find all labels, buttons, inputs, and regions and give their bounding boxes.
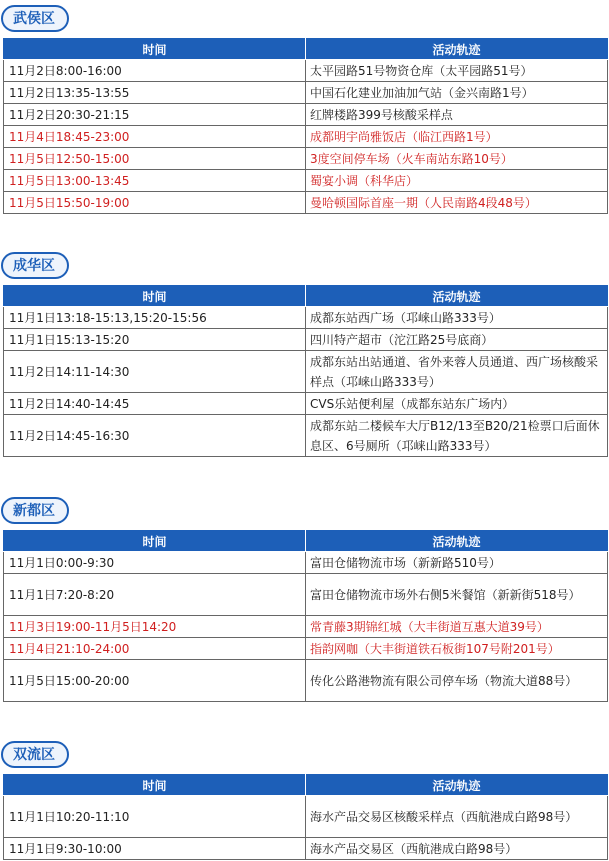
cell-place: 传化公路港物流有限公司停车场（物流大道88号） xyxy=(306,660,608,702)
header-place: 活动轨迹 xyxy=(306,286,608,307)
cell-time: 11月2日20:30-21:15 xyxy=(4,104,306,126)
table-header-row xyxy=(4,531,608,552)
cell-time: 11月1日0:00-9:30 xyxy=(4,552,306,574)
header-time: 时间 xyxy=(4,286,306,307)
trajectory-table xyxy=(3,285,608,457)
table-row xyxy=(4,60,608,82)
cell-place: 3度空间停车场（火车南站东路10号） xyxy=(306,148,608,170)
trajectory-table xyxy=(3,530,608,702)
table-row xyxy=(4,170,608,192)
table-header-row xyxy=(4,775,608,796)
cell-place: 红牌楼路399号核酸采样点 xyxy=(306,104,608,126)
cell-time: 11月1日9:30-10:00 xyxy=(4,838,306,860)
cell-time: 11月2日14:11-14:30 xyxy=(4,351,306,393)
cell-place: 成都东站出站通道、省外来蓉人员通道、西广场核酸采样点（邛崃山路333号） xyxy=(306,351,608,393)
cell-place: 成都明宇尚雅饭店（临江西路1号） xyxy=(306,126,608,148)
table-header-row xyxy=(4,286,608,307)
cell-time: 11月1日7:20-8:20 xyxy=(4,574,306,616)
district-badge: 武侯区 xyxy=(1,5,69,32)
header-time: 时间 xyxy=(4,531,306,552)
trajectory-table xyxy=(3,38,608,214)
table-row xyxy=(4,838,608,860)
table-row xyxy=(4,393,608,415)
cell-time: 11月2日13:35-13:55 xyxy=(4,82,306,104)
table-row xyxy=(4,351,608,393)
table-row xyxy=(4,126,608,148)
trajectory-table xyxy=(3,774,608,860)
cell-time: 11月5日15:00-20:00 xyxy=(4,660,306,702)
header-place: 活动轨迹 xyxy=(306,39,608,60)
cell-place: 指韵网咖（大丰街道铁石板街107号附201号） xyxy=(306,638,608,660)
table-row xyxy=(4,638,608,660)
header-place: 活动轨迹 xyxy=(306,775,608,796)
cell-time: 11月5日15:50-19:00 xyxy=(4,192,306,214)
table-row xyxy=(4,329,608,351)
cell-time: 11月1日10:20-11:10 xyxy=(4,796,306,838)
cell-place: 成都东站二楼候车大厅B12/13至B20/21检票口后面休息区、6号厕所（邛崃山路333号） xyxy=(306,415,608,457)
cell-time: 11月2日14:45-16:30 xyxy=(4,415,306,457)
cell-place: 海水产品交易区（西航港成白路98号） xyxy=(306,838,608,860)
table-row xyxy=(4,660,608,702)
cell-place: 四川特产超市（沱江路25号底商） xyxy=(306,329,608,351)
cell-place: 富田仓储物流市场（新新路510号） xyxy=(306,552,608,574)
cell-time: 11月2日8:00-16:00 xyxy=(4,60,306,82)
cell-time: 11月1日15:13-15:20 xyxy=(4,329,306,351)
table-row xyxy=(4,192,608,214)
table-row xyxy=(4,616,608,638)
table-row xyxy=(4,82,608,104)
cell-time: 11月4日21:10-24:00 xyxy=(4,638,306,660)
cell-place: CVS乐站便利屋（成都东站东广场内） xyxy=(306,393,608,415)
table-row xyxy=(4,574,608,616)
cell-place: 海水产品交易区核酸采样点（西航港成白路98号） xyxy=(306,796,608,838)
cell-place: 常青藤3期锦红城（大丰街道互惠大道39号） xyxy=(306,616,608,638)
cell-time: 11月5日12:50-15:00 xyxy=(4,148,306,170)
header-time: 时间 xyxy=(4,775,306,796)
table-row xyxy=(4,307,608,329)
cell-place: 成都东站西广场（邛崃山路333号） xyxy=(306,307,608,329)
cell-place: 曼哈顿国际首座一期（人民南路4段48号） xyxy=(306,192,608,214)
table-row xyxy=(4,552,608,574)
cell-place: 富田仓储物流市场外右侧5米餐馆（新新街518号） xyxy=(306,574,608,616)
cell-place: 太平园路51号物资仓库（太平园路51号） xyxy=(306,60,608,82)
cell-time: 11月5日13:00-13:45 xyxy=(4,170,306,192)
cell-time: 11月4日18:45-23:00 xyxy=(4,126,306,148)
cell-place: 蜀宴小调（科华店） xyxy=(306,170,608,192)
district-badge: 双流区 xyxy=(1,741,69,768)
header-time: 时间 xyxy=(4,39,306,60)
table-row xyxy=(4,796,608,838)
district-badge: 新都区 xyxy=(1,497,69,524)
header-place: 活动轨迹 xyxy=(306,531,608,552)
cell-time: 11月3日19:00-11月5日14:20 xyxy=(4,616,306,638)
table-row xyxy=(4,104,608,126)
cell-time: 11月1日13:18-15:13,15:20-15:56 xyxy=(4,307,306,329)
district-badge: 成华区 xyxy=(1,252,69,279)
cell-time: 11月2日14:40-14:45 xyxy=(4,393,306,415)
table-row xyxy=(4,415,608,457)
cell-place: 中国石化建业加油加气站（金兴南路1号） xyxy=(306,82,608,104)
table-header-row xyxy=(4,39,608,60)
table-row xyxy=(4,148,608,170)
